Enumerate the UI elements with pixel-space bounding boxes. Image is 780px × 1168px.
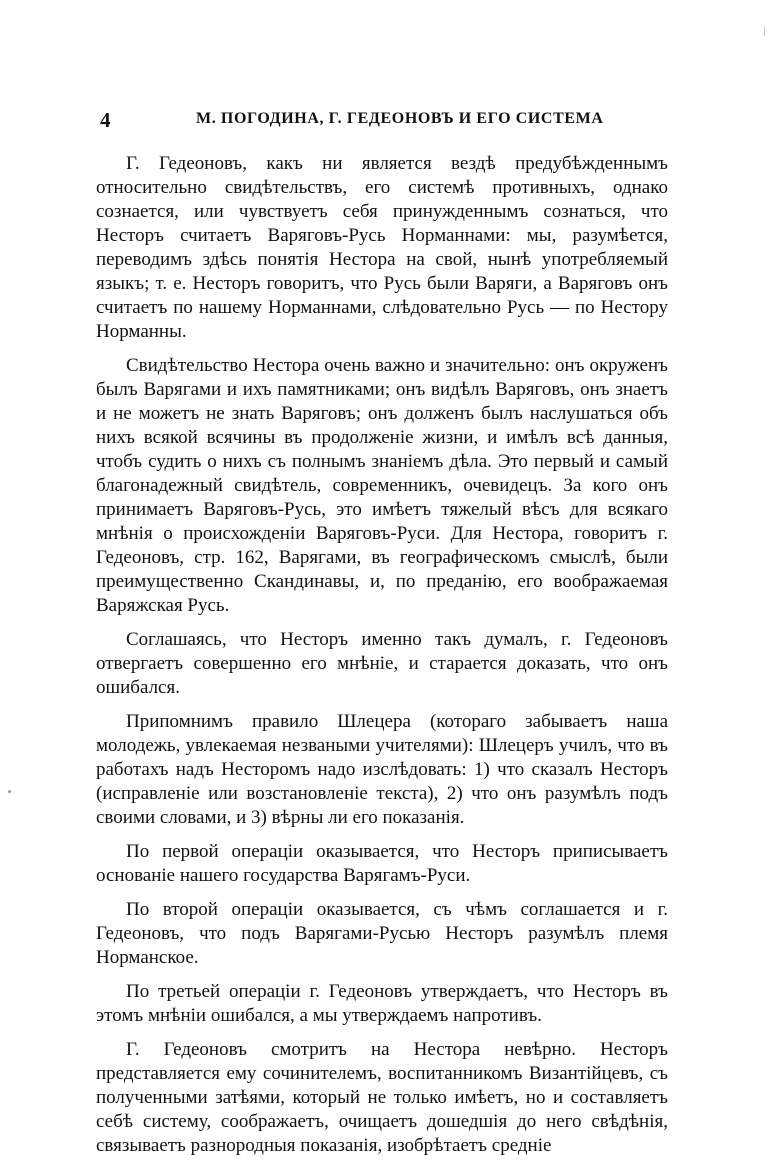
paragraph-5: По первой операціи оказывается, что Несторъ приписываетъ основаніе нашего государства Варягамъ-Руси. [96,841,668,886]
paragraph-6: По второй операціи оказывается, съ чѣмъ соглашается и г. Гедеоновъ, что подъ Варягами-Русью Несторъ разумѣлъ племя Норманское. [96,899,668,968]
page-header [96,108,668,140]
body-text [96,152,668,1158]
margin-speck [8,790,11,793]
paragraph-4: Припомнимъ правило Шлецера (котораго забываетъ наша молодежь, увлекаемая незваными учителями): Шлецеръ училъ, что въ работахъ надъ Несторомъ надо изслѣдовать: 1) что сказалъ Несторъ (исправленіе или возстановленіе текста), 2) что онъ разумѣлъ подъ своими словами, и 3) вѣрны ли его показанія. [96,711,668,828]
paragraph-8: Г. Гедеоновъ смотритъ на Нестора невѣрно. Несторъ представляется ему сочинителемъ, воспитанникомъ Византійцевъ, съ полученными затѣями, который не только имѣетъ, но и составляетъ себѣ систему, соображаетъ, очищаетъ дошедшія до него свѣдѣнія, связываетъ разнородныя показанія, изобрѣтаетъ средніе [96,1039,668,1156]
paragraph-1: Г. Гедеоновъ, какъ ни является вездѣ предубѣжденнымъ относительно свидѣтельствъ, его системѣ противныхъ, однако сознается, или чувствуетъ себя принужденнымъ сознаться, что Несторъ считаетъ Варяговъ-Русь Норманнами: мы, разумѣется, переводимъ здѣсь понятія Нестора на свой, нынѣ употребляемый языкъ; т. е. Несторъ говоритъ, что Русь были Варяги, а Варяговъ онъ считаетъ по нашему Норманнами, слѣдовательно Русь — по Нестору Норманны. [96,153,668,342]
page-number: 4 [100,108,111,132]
paragraph-3: Соглашаясь, что Несторъ именно такъ думалъ, г. Гедеоновъ отвергаетъ совершенно его мнѣніе, и старается доказать, что онъ ошибался. [96,629,668,698]
running-title: М. ПОГОДИНА, Г. ГЕДЕОНОВЪ И ЕГО СИСТЕМА [196,110,604,127]
book-page [96,108,668,1168]
scan-edge-mark [764,26,765,36]
paragraph-7: По третьей операціи г. Гедеоновъ утверждаетъ, что Несторъ въ этомъ мнѣніи ошибался, а мы утверждаемъ напротивъ. [96,981,668,1026]
paragraph-2: Свидѣтельство Нестора очень важно и значительно: онъ окруженъ былъ Варягами и ихъ памятниками; онъ видѣлъ Варяговъ, онъ знаетъ и не можетъ не знать Варяговъ; онъ долженъ былъ наслушаться объ нихъ всякой всячины въ продолженіе жизни, и имѣлъ всѣ данныя, чтобъ судить о нихъ съ полнымъ знаніемъ дѣла. Это первый и самый благонадежный свидѣтель, современникъ, очевидецъ. За кого онъ принимаетъ Варяговъ-Русь, это имѣетъ тяжелый вѣсъ для всякаго мнѣнія о происхожденіи Варяговъ-Руси. Для Нестора, говоритъ г. Гедеоновъ, стр. 162, Варягами, въ географическомъ смыслѣ, были преимущественно Скандинавы, и, по преданію, его воображаемая Варяжская Русь. [96,355,668,616]
